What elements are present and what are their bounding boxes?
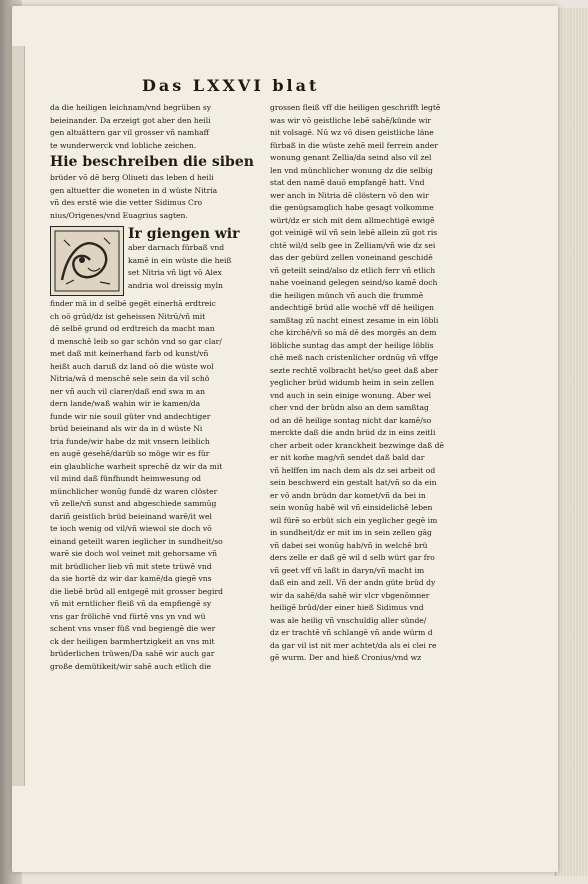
text-line: ein glaubliche warheit sprechē dz wir da mit <box>50 461 223 471</box>
text-line: in sundheit/dz er mit im in sein zellen gāg <box>270 528 432 537</box>
text-line: ner vñ auch vil clarer/daß end swa m an <box>50 386 205 396</box>
text-line: od an dē heilige sontag nicht dar kamē/so <box>270 415 432 425</box>
text-line: nit volsagē. Nū wz vō disen geistliche läne <box>270 128 434 137</box>
text-line: mit brüdlicher lieb vñ mit stete trüwē vnd <box>50 561 212 571</box>
text-line: beieinander. Da erzeigt got aber den heili <box>50 115 211 125</box>
text-line: aber darnach fürbaß vnd <box>128 243 225 252</box>
text-line: set Nitria vñ ligt vō Alex <box>128 268 222 277</box>
text-line: die heiligen münch vñ auch die frummē <box>270 290 424 300</box>
text-line: chē meß nach cristenlicher ordnūg vñ vffge <box>270 353 439 362</box>
initial-opening-text: Ir giengen wir <box>128 226 240 242</box>
text-line: schent vns vnser füß vnd begiengē die wer <box>50 624 216 633</box>
text-line: würt/dz er sich mit dem allmechtigē ewigē <box>270 215 435 225</box>
text-line: sezte rechtē volbracht het/so geet daß aber <box>270 365 439 375</box>
text-line: ch oō grūd/dz ist geheissen Nitrū/vñ mit <box>50 311 206 321</box>
text-line: en augē gesehē/darüb so möge wir es für <box>50 449 210 458</box>
text-line: te ioch wenig od vil/vñ wiewol sie doch vō <box>50 524 212 533</box>
text-line: wonung genant Zellia/da seind also vil zel <box>270 153 432 162</box>
text-line: vñ geet vff vñ laßt in daryn/vñ macht im <box>270 565 425 575</box>
adjacent-page-strip <box>12 46 25 786</box>
text-line: funde wir nie souil güter vnd andechtiger <box>50 411 211 421</box>
text-line: andechtigē brüd alle wochē vff dē heiligen <box>270 303 435 312</box>
text-line: ders zelle er daß gē wil d selb würt gar fro <box>270 553 435 562</box>
text-line: vñ des erstē wie die vetter Sidimus Cro <box>50 198 203 207</box>
text-line: yeglicher brüd widumb heim in sein zellen <box>270 378 435 387</box>
text-line: dariñ geistlich brüd beieinand warē/it wel <box>50 511 212 521</box>
text-line: vnd auch in sein einige wonung. Aber wel <box>270 390 432 400</box>
text-line: dern lande/waß wahin wir ie kamen/da <box>50 399 201 408</box>
text-line: die genügsamglich habe gesagt volkomme <box>270 203 434 212</box>
text-line: grossen fleiß vff die heiligen geschrifft legtē <box>270 103 441 112</box>
text-line: vñ zelle/vñ sunst and abgeschiede sammūg <box>50 499 217 508</box>
folio-header: Das LXXVI blat <box>142 76 320 95</box>
text-line: wil fürē so erbüt sich ein yeglicher gegē im <box>270 515 438 525</box>
text-line: che kirchē/vñ so mā dē des morgēs an dem <box>270 328 437 337</box>
text-line: heißt auch daruß dz land oō die wüste wol <box>50 361 214 371</box>
text-line: got veinigē wil vñ sein lebē allein zū got ris <box>270 228 438 237</box>
text-line: da sie hortē dz wir dar kamē/da giegē vns <box>50 574 212 583</box>
text-line: kamē in ein wüste die heiß <box>128 255 232 265</box>
text-line: d menschē leib so gar schön vnd so gar clar/ <box>50 336 222 346</box>
text-line: vñ geteilt seind/also dz etlich ferr vñ etlich <box>270 265 436 275</box>
text-line: Nitria/wā d menschē sele sein da vil schö <box>50 374 210 383</box>
text-line: daß ein and zell. Vñ der andn güte brüd dy <box>270 578 436 587</box>
text-line: brüder vō dē berg Oliueti das leben d heili <box>50 173 214 182</box>
text-line: was ale heilig vñ vnschuldig aller sünde/ <box>270 615 427 625</box>
text-line: sein wonūg habē wil vñ einsidelichē leben <box>270 503 433 512</box>
text-line: vñ dabei sei wonūg hab/vñ in welchē brü <box>270 540 428 550</box>
text-line: merckte daß die andn brüd dz in eins zeitli <box>270 428 436 437</box>
text-line: das der gebürd zellen voneinand geschidē <box>270 253 433 262</box>
text-line: vns gar frölichē vnd fürtē vns yn vnd wü <box>50 611 206 621</box>
text-line: heiligē brüd/der einer hieß Sidimus vnd <box>270 603 424 612</box>
text-line: brüderlichen trüwen/Da sahē wir auch gar <box>50 649 215 658</box>
text-line: münchlicher wonūg fundē dz waren clöster <box>50 486 218 496</box>
text-line: nahe voeinand gelegen seind/so kamē doch <box>270 278 438 287</box>
text-line: er nit kom̄e mag/vñ sendet daß bald dar <box>270 453 425 462</box>
decorated-initial-icon <box>50 226 124 296</box>
text-line: fürbaß in die wüste zehē meil ferrein ander <box>270 140 438 150</box>
text-line: löbliche suntag das ampt der heilige löblis <box>270 340 434 350</box>
text-line: einand geteilt waren ieglicher in sundheit/so <box>50 536 223 546</box>
text-line: samßtag zū nacht einest zesame in ein löbli <box>270 315 439 325</box>
text-line: wer anch in Nitria dē clöstern vō den wir <box>270 190 429 200</box>
text-line: andria wol dreissig myln <box>128 280 223 290</box>
text-line: vñ mit erntlicher fleiß vñ da empfiengē sy <box>50 599 212 608</box>
text-line: da gar vil ist nit mer achtet/da als ei clei re <box>270 640 437 650</box>
text-line: te wunderwerck vnd lobliche zeichen. <box>50 140 197 150</box>
text-line: gē wurm. Der and hieß Cronius/vnd wz <box>270 653 422 662</box>
text-line: dz er trachtē vñ schlangē vñ ande würm d <box>270 628 433 637</box>
text-line: chtē wil/d selb gee in Zelliam/vñ wie dz sei <box>270 240 436 250</box>
text-line: len vnd münchlicher wonung dz die selbig <box>270 165 433 175</box>
text-line: vñ helffen im nach dem als dz sei arbeit od <box>270 465 436 475</box>
text-line: was wir vō geistliche lebē sahē/künde wir <box>270 115 431 125</box>
page-stack-edge <box>555 8 588 876</box>
text-line: brüd beieinand als wir da in d wüste Ni <box>50 424 203 433</box>
text-line: met daß mit keinerhand farb od kunst/vñ <box>50 349 209 358</box>
text-line: warē sie doch wol veinet mit gehorsame vñ <box>50 549 218 558</box>
text-line: dē selbē grund od erdtreich da macht man <box>50 324 215 333</box>
text-line: gen altuetter die woneten in d wüste Nitria <box>50 185 218 195</box>
text-line: stat den namē dauō empfangē hatt. Vnd <box>270 178 425 187</box>
right-column <box>270 102 480 665</box>
text-line: tria funde/wir habe dz mit vnsern leiblich <box>50 436 210 446</box>
text-line: cher vnd der brüdn also an dem samßtag <box>270 403 429 412</box>
text-line: ck der heiligen barmhertzigkeit an vns mit <box>50 636 215 646</box>
text-line: die liebē brüd all entgegē mit grosser begird <box>50 586 223 596</box>
section-heading: Hie beschreiben die siben <box>50 154 254 170</box>
text-line: da die heiligen leichnam/vnd begrüben sy <box>50 103 212 112</box>
text-line: sein beschwerd ein gestalt hat/vñ so da ein <box>270 478 437 487</box>
text-line: gen altuättern gar vil grosser vñ namhaff <box>50 128 210 137</box>
text-line: cher arbeit oder kranckheit bezwinge daß dē <box>270 440 445 450</box>
book-page <box>12 6 558 872</box>
text-line: nius/Origenes/vnd Euagrius sagten. <box>50 210 188 220</box>
text-line: finder mā in d selbē gegēt einerhā erdtreic <box>50 299 216 308</box>
text-line: vil mind daß fünfhundt heimwesung od <box>50 474 202 483</box>
text-line: wir da sahē/da sahē wir vlcr vbgenōmner <box>270 590 430 600</box>
text-line: er vō andn brüdn dar komet/vñ da bei in <box>270 490 426 500</box>
left-column <box>50 102 260 673</box>
text-line: große demütikeit/wir sahē auch etlich die <box>50 661 212 671</box>
initial-block <box>50 226 260 298</box>
